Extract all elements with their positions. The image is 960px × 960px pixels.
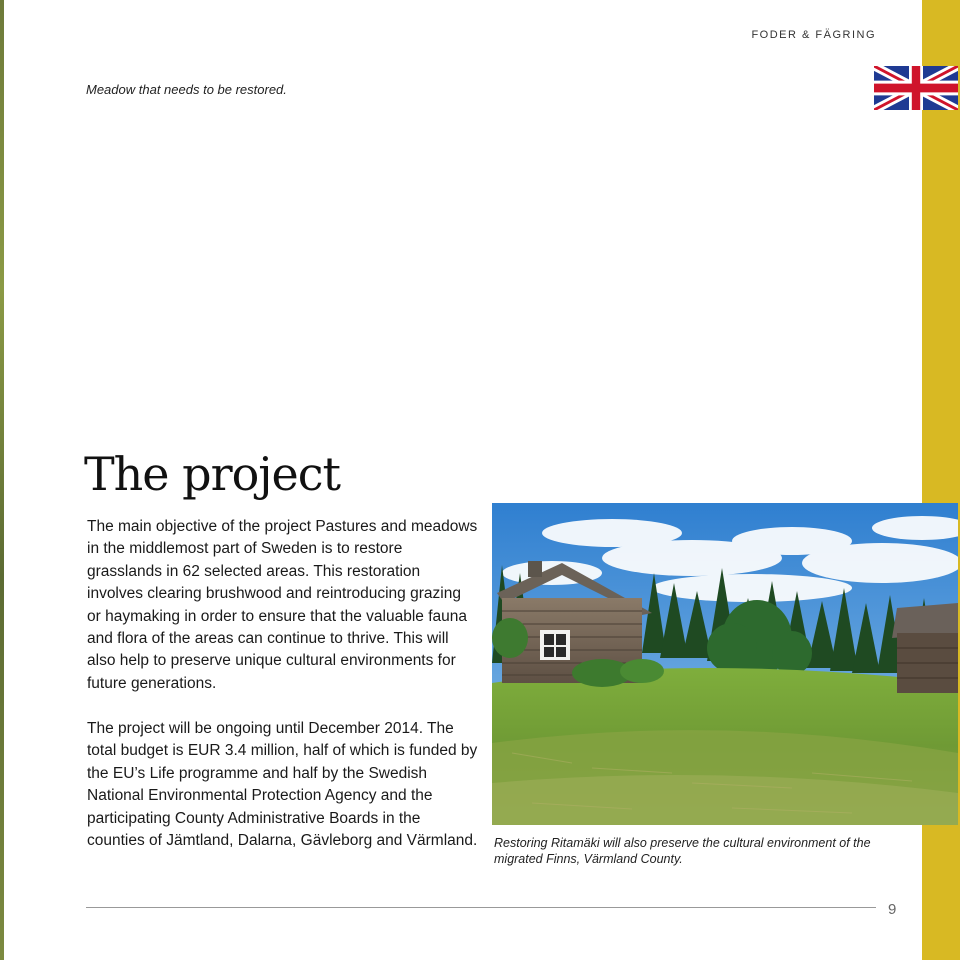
brand-header: FODER & FÄGRING: [751, 29, 876, 41]
page-number: 9: [888, 901, 897, 918]
uk-flag-icon: [874, 66, 958, 110]
body-paragraph-budget: The project will be ongoing until December 2014. The total budget is EUR 3.4 million, half of which is funded by the EU’s Life programme and half by the Swedish National Environmental Protection Agency and the participating County Administrative Boards in the counties of Jämtland, Dalarna, Gävleborg and Värmland.: [87, 720, 478, 850]
page-title: The project: [84, 447, 341, 501]
meadow-caption: Meadow that needs to be restored.: [86, 82, 287, 97]
landscape-illustration: [492, 503, 958, 825]
farm-cabin-photo: [492, 503, 958, 825]
footer-divider: [86, 907, 876, 908]
body-paragraph-objective: The main objective of the project Pastures and meadows in the middlemost part of Sweden is to restore grasslands in 62 selected areas. This restoration involves clearing brushwood and reintroducing grazing or haymaking in order to ensure that the valuable fauna and flora of the areas can continue to thrive. This will also help to preserve unique cultural environments for future generations.: [87, 518, 478, 692]
left-edge-photo-strip: [0, 0, 4, 960]
photo-caption: Restoring Ritamäki will also preserve the cultural environment of the migrated Finns, Värmland County.: [494, 836, 871, 866]
